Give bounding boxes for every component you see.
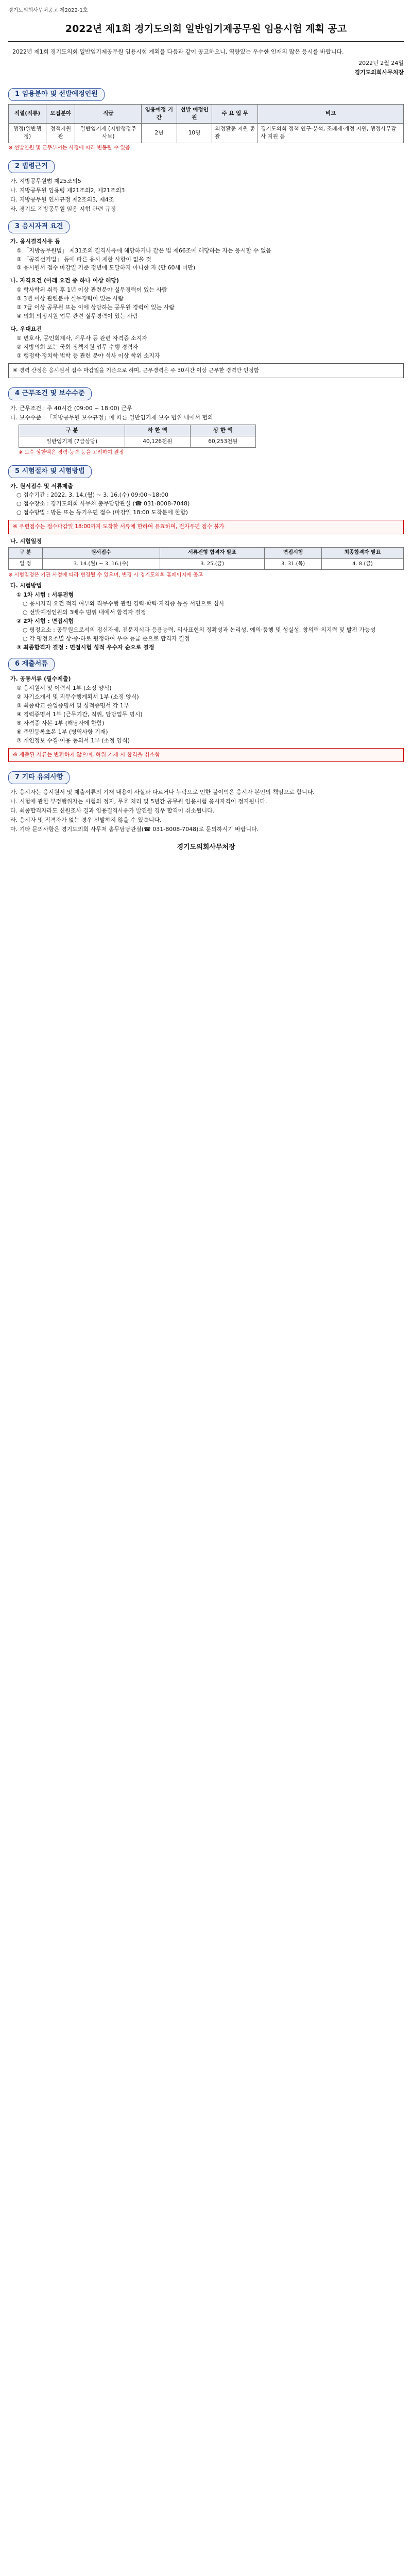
notice-box: ※ 경력 산정은 응시원서 접수 마감일을 기준으로 하며, 근무경력은 주 30시간 이상 근무한 경력만 인정함 [8, 363, 404, 378]
table-row [9, 124, 404, 143]
list-item: ⑦ 개인정보 수집·이용 동의서 1부 (소정 양식) [16, 737, 130, 744]
table-header: 모집분야 [46, 104, 75, 123]
issuer: 경기도의회사무처장 [354, 69, 404, 76]
list-item: ⑤ 자격증 사본 1부 (해당자에 한함) [16, 719, 105, 726]
list-item: 라. 응시자 및 적격자가 없는 경우 선발하지 않을 수 있습니다. [10, 816, 162, 823]
table-header: 서류전형 합격자 발표 [160, 548, 265, 559]
list-item: 가. 응시자는 응시원서 및 제출서류의 기재 내용이 사실과 다르거나 누락으로 인한 불이익은 응시자 본인의 책임으로 합니다. [10, 788, 315, 795]
table-header: 비고 [258, 104, 404, 123]
table-header: 하 한 액 [125, 425, 190, 436]
list-item: ③ 행정학·정치학·법학 등 관련 분야 석사 이상 학위 소지자 [16, 352, 160, 359]
list-item: 다. 최종합격자라도 신원조사 결과 임용결격사유가 발견될 경우 합격이 취소됩니다. [10, 807, 215, 814]
section-4-title: 4 근무조건 및 보수수준 [8, 387, 92, 400]
list-item: ○ 각 평정요소별 상·중·하로 평정하여 우수 등급 순으로 합격자 결정 [23, 635, 190, 642]
notice-document [0, 0, 412, 868]
list-item: ④ 경력증명서 1부 (근무기간, 직위, 담당업무 명시) [16, 711, 143, 718]
table-header: 직렬(직류) [9, 104, 46, 123]
list-item: ○ 선발예정인원의 3배수 범위 내에서 합격자 결정 [23, 608, 146, 616]
table-cell: 일반임기제 (지방행정주사보) [75, 124, 142, 143]
table-header: 상 한 액 [190, 425, 255, 436]
notice-date: 2022년 2월 24일 [358, 60, 404, 67]
schedule-table [8, 547, 404, 570]
section-note: ※ 선발인원 및 근무부서는 사정에 따라 변동될 수 있음 [8, 145, 130, 151]
table-row [19, 436, 256, 447]
warning-box: ※ 제출된 서류는 반환하지 않으며, 허위 기재 시 합격을 취소함 [8, 748, 404, 762]
notice-number: 경기도의회사무처공고 제2022-1호 [8, 8, 88, 13]
section-note: ※ 시험일정은 기관 사정에 따라 변경될 수 있으며, 변경 시 경기도의회 홈페이지에 공고 [8, 572, 203, 579]
list-item: ○ 접수장소 : 경기도의회 사무처 총무담당관실 (☎ 031-8008-7048) [16, 500, 190, 507]
table-header: 선발 예정인원 [177, 104, 212, 123]
section-1-title: 1 임용분야 및 선발예정인원 [8, 88, 105, 101]
list-item: ③ 응시원서 접수 마감일 기준 정년에 도달하지 아니한 자 (만 60세 미만) [16, 264, 196, 272]
table-cell: 정책지원관 [46, 124, 75, 143]
list-item: ④ 의회 의정지원 업무 관련 실무경력이 있는 사람 [16, 313, 139, 320]
list-item: ③ 7급 이상 공무원 또는 이에 상당하는 공무원 경력이 있는 사람 [16, 304, 175, 311]
table-cell: 10명 [177, 124, 212, 143]
subsection-title: 가. 응시결격사유 등 [10, 238, 60, 245]
salary-table [19, 425, 256, 448]
list-item: ① 응시원서 및 이력서 1부 (소정 양식) [16, 685, 112, 692]
list-item: ② 자기소개서 및 직무수행계획서 1부 (소정 양식) [16, 693, 139, 701]
list-item: ○ 접수기간 : 2022. 3. 14.(월) ~ 3. 16.(수) 09:00~18:00 [16, 492, 168, 499]
list-item: 나. 지방공무원 임용령 제21조의2, 제21조의3 [10, 187, 125, 194]
section-3-title: 3 응시자격 요건 [8, 221, 70, 233]
list-item: ③ 최종학교 졸업증명서 및 성적증명서 각 1부 [16, 702, 129, 709]
exam-step: ③ 최종합격자 결정 : 면접시험 성적 우수자 순으로 결정 [16, 643, 154, 651]
list-item: ① 「지방공무원법」 제31조의 결격사유에 해당하거나 같은 법 제66조에 해당하는 자는 응시할 수 없음 [16, 247, 271, 254]
list-item: ○ 평정요소 : 공무원으로서의 정신자세, 전문지식과 응용능력, 의사표현의 정확성과 논리성, 예의·품행 및 성실성, 창의력·의지력 및 발전 가능성 [23, 626, 376, 633]
table-header: 구 분 [19, 425, 125, 436]
table-row [9, 558, 404, 570]
section-7-title: 7 기타 유의사항 [8, 771, 70, 784]
list-item: 가. 지방공무원법 제25조의5 [10, 178, 81, 185]
table-cell: 의정활동 지원 총괄 [212, 124, 258, 143]
table-cell: 3. 31.(목) [265, 558, 322, 570]
footer-issuer: 경기도의회사무처장 [177, 843, 235, 851]
list-item: ○ 응시자격 요건 적격 여부와 직무수행 관련 경력·학력·자격증 등을 서면으로 심사 [23, 600, 225, 607]
list-item: ① 학사학위 취득 후 1년 이상 관련분야 실무경력이 있는 사람 [16, 286, 167, 294]
list-item: 마. 기타 문의사항은 경기도의회 사무처 총무담당관실(☎ 031-8008-7048)로 문의하시기 바랍니다. [10, 825, 259, 833]
table-cell: 행정(일반행정) [9, 124, 46, 143]
table-header: 주 요 업 무 [212, 104, 258, 123]
list-item: ① 변호사, 공인회계사, 세무사 등 관련 자격증 소지자 [16, 335, 147, 342]
section-6-title: 6 제출서류 [8, 658, 55, 671]
list-item: 나. 시험에 관한 부정행위자는 시험의 정지, 무효 처리 및 5년간 공무원 임용시험 응시자격이 정지됩니다. [10, 798, 267, 805]
table-cell: 3. 25.(금) [160, 558, 265, 570]
list-item: 다. 지방공무원 인사규정 제2조의3, 제4조 [10, 196, 114, 203]
table-cell: 2년 [142, 124, 177, 143]
table-header: 원서접수 [42, 548, 160, 559]
recruit-table [8, 104, 404, 143]
table-header: 직급 [75, 104, 142, 123]
subsection-title: 가. 원서접수 및 서류제출 [10, 482, 73, 489]
subsection-title: 나. 자격요건 (아래 요건 중 하나 이상 해당) [10, 277, 119, 284]
table-cell: 60,253천원 [190, 436, 255, 447]
list-item: ② 지방의회 또는 국회 정책지원 업무 수행 경력자 [16, 343, 139, 350]
subsection-title: 가. 공통서류 (필수제출) [10, 675, 71, 683]
exam-step: ① 1차 시험 : 서류전형 [16, 591, 74, 598]
table-cell: 일 정 [9, 558, 43, 570]
subsection-title: 다. 시험방법 [10, 582, 42, 589]
subsection-title: 나. 시험일정 [10, 537, 42, 545]
document-title: 2022년 제1회 경기도의회 일반임기제공무원 임용시험 계획 공고 [8, 19, 404, 43]
table-cell: 경기도의회 정책 연구·분석, 조례제·개정 지원, 행정사무감사 지원 등 [258, 124, 404, 143]
table-header: 면접시험 [265, 548, 322, 559]
list-item: ○ 접수방법 : 방문 또는 등기우편 접수 (마감일 18:00 도착분에 한함) [16, 509, 188, 516]
intro-text: 2022년 제1회 경기도의회 일반임기제공무원 임용시험 계획을 다음과 같이 공고하오니, 역량있는 우수한 인재의 많은 응시를 바랍니다. [12, 48, 344, 56]
table-header: 최종합격자 발표 [321, 548, 403, 559]
section-5-title: 5 시험절차 및 시험방법 [8, 465, 92, 478]
exam-step: ② 2차 시험 : 면접시험 [16, 617, 74, 624]
table-cell: 3. 14.(월) ~ 3. 16.(수) [42, 558, 160, 570]
list-item: 나. 보수수준 : 「지방공무원 보수규정」에 따른 일반임기제 보수 범위 내에서 협의 [10, 414, 213, 421]
table-cell: 4. 8.(금) [321, 558, 403, 570]
list-item: 라. 경기도 지방공무원 임용 시험 관련 규정 [10, 205, 116, 212]
list-item: ⑥ 주민등록초본 1부 (병역사항 기재) [16, 728, 108, 735]
list-item: ② 3년 이상 관련분야 실무경력이 있는 사람 [16, 295, 124, 302]
list-item: ② 「공직선거법」 등에 따른 응시 제한 사항이 없을 것 [16, 256, 151, 263]
list-item: 가. 근무조건 : 주 40시간 (09:00 ~ 18:00) 근무 [10, 404, 132, 412]
section-2-title: 2 법령근거 [8, 160, 55, 173]
section-note: ※ 보수 상한액은 경력·능력 등을 고려하여 결정 [19, 450, 124, 456]
warning-box: ※ 우편접수는 접수마감일 18:00까지 도착한 서류에 한하여 유효하며, 전자우편 접수 불가 [8, 520, 404, 534]
table-header: 임용예정 기간 [142, 104, 177, 123]
subsection-title: 다. 우대요건 [10, 326, 42, 333]
table-header: 구 분 [9, 548, 43, 559]
table-cell: 일반임기제 (7급상당) [19, 436, 125, 447]
table-cell: 40,126천원 [125, 436, 190, 447]
